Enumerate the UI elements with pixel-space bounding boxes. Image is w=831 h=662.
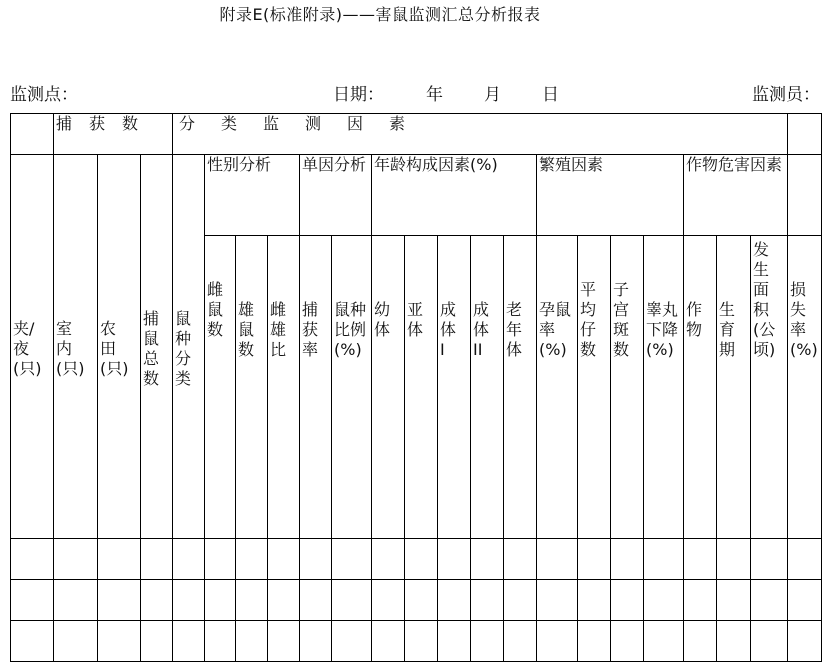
header-blank-right bbox=[788, 155, 822, 236]
header-female-male-ratio: 雌雄比 bbox=[268, 236, 300, 539]
header-field: 农田(只) bbox=[98, 155, 141, 539]
header-blank-top-right bbox=[788, 114, 822, 155]
header-species-ratio: 鼠种比例(%) bbox=[332, 236, 372, 539]
table-row bbox=[11, 580, 822, 621]
header-age-structure: 年龄构成因素(%) bbox=[372, 155, 537, 236]
inspector-label: 监测员： bbox=[752, 85, 820, 105]
header-crop-damage: 作物危害因素 bbox=[684, 155, 788, 236]
day-label: 日 bbox=[542, 85, 559, 105]
header-old: 老年体 bbox=[504, 236, 537, 539]
header-growth-stage: 生育期 bbox=[717, 236, 751, 539]
header-juvenile: 幼体 bbox=[372, 236, 405, 539]
rodent-report-table bbox=[10, 113, 822, 662]
header-blank-top-left bbox=[11, 114, 54, 155]
year-label: 年 bbox=[426, 85, 443, 105]
header-avg-litter: 平均仔数 bbox=[578, 236, 611, 539]
header-area: 发生面积(公顷) bbox=[751, 236, 788, 539]
header-female-count: 雌鼠数 bbox=[205, 236, 236, 539]
header-adult-1: 成体I bbox=[438, 236, 471, 539]
header-single-factor: 单因分析 bbox=[300, 155, 372, 236]
month-label: 月 bbox=[484, 85, 501, 105]
table-row bbox=[11, 621, 822, 662]
header-capture-count: 捕获数 bbox=[54, 114, 173, 155]
header-capture-rate: 捕获率 bbox=[300, 236, 332, 539]
header-loss-rate: 损失率(%) bbox=[788, 236, 822, 539]
table-row bbox=[11, 539, 822, 580]
header-total-captured: 捕鼠总数 bbox=[141, 155, 173, 539]
header-trap-night: 夹/夜(只) bbox=[11, 155, 54, 539]
header-classification-factors: 分类监测因素 bbox=[173, 114, 788, 155]
header-sex-analysis: 性别分析 bbox=[205, 155, 300, 236]
header-testis-descent: 睾丸下降(%) bbox=[644, 236, 684, 539]
header-pregnancy-rate: 孕鼠率(%) bbox=[537, 236, 578, 539]
page-title: 附录E(标准附录)——害鼠监测汇总分析报表 bbox=[219, 5, 541, 24]
header-male-count: 雄鼠数 bbox=[236, 236, 268, 539]
header-species-class: 鼠种分类 bbox=[173, 155, 205, 539]
header-reproduction: 繁殖因素 bbox=[537, 155, 684, 236]
date-label: 日期： bbox=[333, 85, 384, 105]
header-indoor: 室内(只) bbox=[54, 155, 98, 539]
monitoring-point-label: 监测点： bbox=[10, 85, 78, 105]
header-adult-2: 成体II bbox=[471, 236, 504, 539]
header-uterine-spots: 子宫斑数 bbox=[611, 236, 644, 539]
header-crop: 作物 bbox=[684, 236, 717, 539]
header-subadult: 亚体 bbox=[405, 236, 438, 539]
